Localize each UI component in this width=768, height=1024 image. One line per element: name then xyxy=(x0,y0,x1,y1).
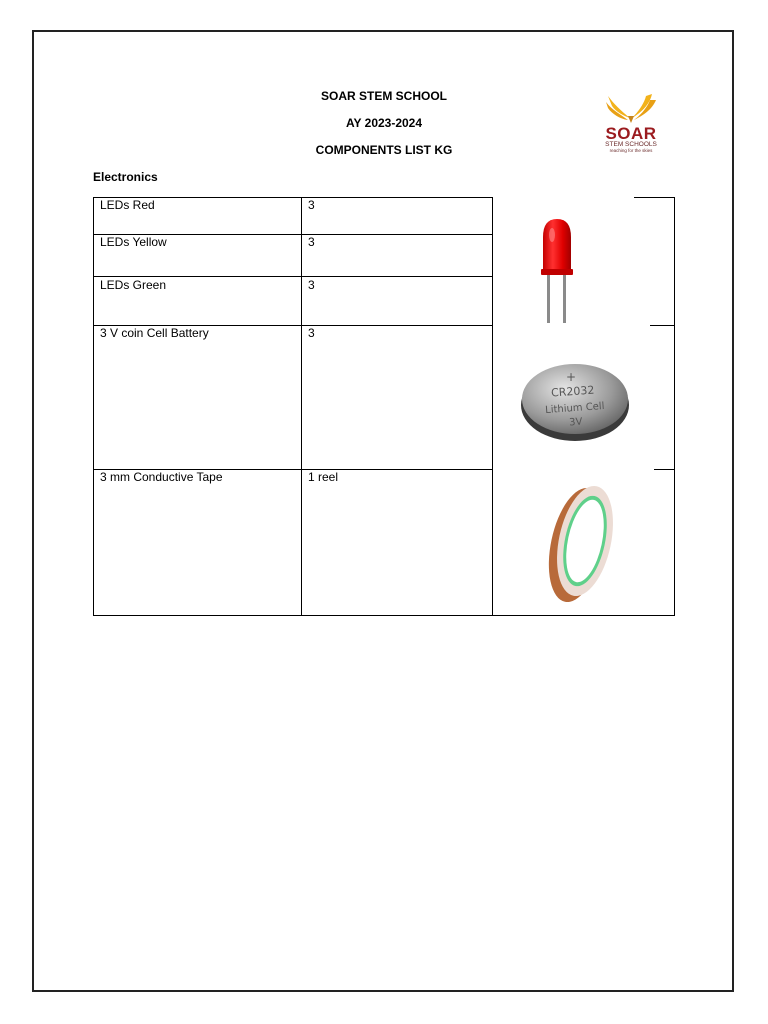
component-name: LEDs Yellow xyxy=(100,235,167,249)
logo-tagline: reaching for the skies xyxy=(609,148,653,153)
component-name: 3 V coin Cell Battery xyxy=(100,326,209,340)
academic-year: AY 2023-2024 xyxy=(345,116,423,130)
battery-voltage-text: 3V xyxy=(568,416,583,429)
component-qty: 3 xyxy=(308,235,315,249)
eagle-wings-icon xyxy=(598,92,664,126)
list-title: COMPONENTS LIST KG xyxy=(315,143,453,157)
coin-battery-image xyxy=(519,357,631,443)
battery-type-text: Lithium Cell xyxy=(544,400,605,417)
component-qty: 1 reel xyxy=(308,470,339,484)
logo-wordmark: SOAR xyxy=(605,124,657,143)
battery-model-text: CR2032 xyxy=(550,383,595,400)
component-qty: 3 xyxy=(308,198,315,212)
red-led-image xyxy=(533,215,593,327)
school-name: SOAR STEM SCHOOL xyxy=(320,89,447,103)
component-qty: 3 xyxy=(308,326,315,340)
component-name: LEDs Green xyxy=(100,278,167,292)
components-table xyxy=(93,197,675,616)
section-title: Electronics xyxy=(93,170,158,184)
component-qty: 3 xyxy=(308,278,315,292)
logo-subtitle: STEM SCHOOLS xyxy=(605,141,657,148)
svg-text:+: + xyxy=(565,370,577,384)
component-name: LEDs Red xyxy=(100,198,155,212)
component-name: 3 mm Conductive Tape xyxy=(100,470,223,484)
soar-logo xyxy=(598,92,664,162)
conductive-tape-image xyxy=(539,477,629,607)
